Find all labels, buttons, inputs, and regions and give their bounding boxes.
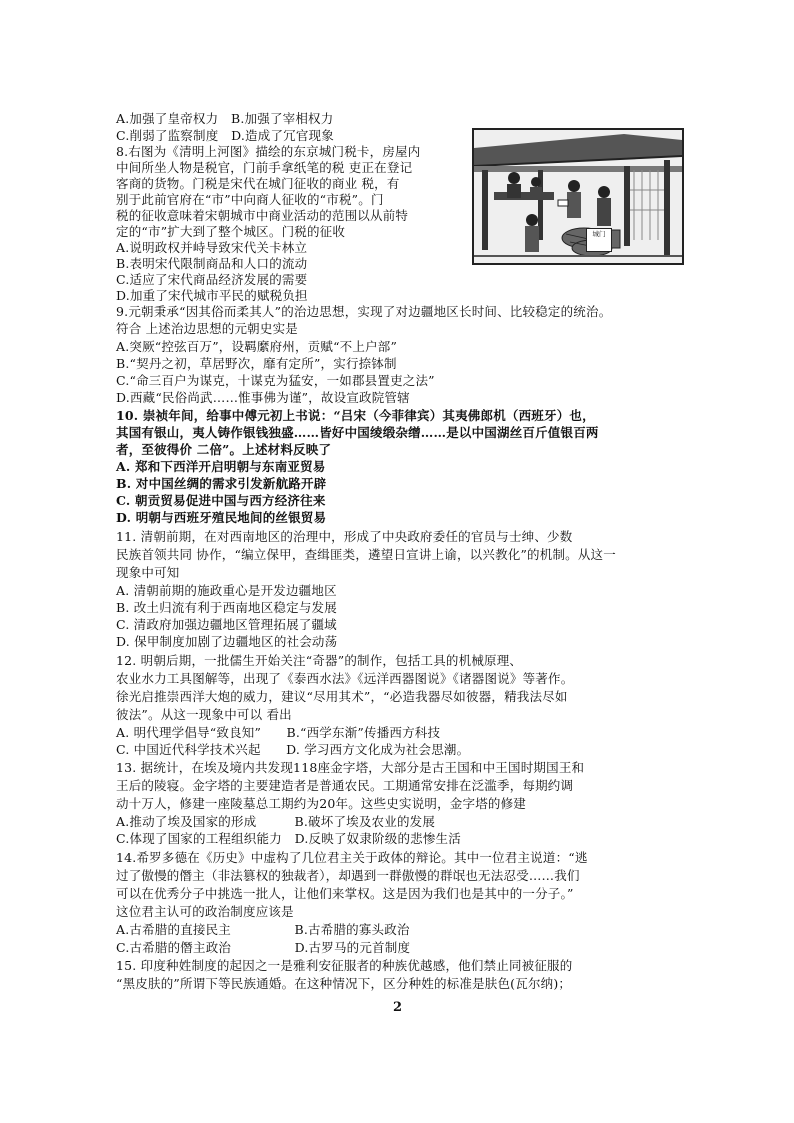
text-line: A.加强了皇帝权力 B.加强了宰相权力	[116, 111, 334, 126]
text-line: C.“命三百户为谋克，十谋克为猛安，一如郡县置吏之法”	[116, 373, 435, 388]
text-line: A.突厥“控弦百万”，设羁縻府州，贡赋“不上户部”	[116, 339, 398, 354]
page-number: 2	[393, 1000, 403, 1015]
text-line: D. 保甲制度加剧了边疆地区的社会动荡	[116, 634, 338, 649]
text-line: 徐光启推崇西洋大炮的威力，建议“尽用其术”，“必造我器尽如彼器，精我法尽如	[116, 689, 568, 704]
text-line: 税的征收意味着宋朝城市中商业活动的范围以从前特	[116, 208, 409, 223]
gate-label-sign: 城门	[586, 228, 612, 252]
text-line: C.古希腊的僭主政治 D.古罗马的元首制度	[116, 940, 411, 955]
text-line: C.适应了宋代商品经济发展的需要	[116, 272, 308, 287]
text-line: 可以在优秀分子中挑选一批人，让他们来掌权。这是因为我们也是其中的一分子。”	[116, 886, 574, 901]
text-line: 过了傲慢的僭主（非法篡权的独裁者），却遇到一群傲慢的群氓也无法忍受……我们	[116, 868, 580, 883]
text-line: C. 朝贡贸易促进中国与西方经济往来	[116, 493, 326, 508]
question-14-stem: 14.希罗多德在《历史》中虚构了几位君主关于政体的辩论。其中一位君主说道：“逃	[116, 850, 588, 865]
question-13-stem: 13. 据统计，在埃及境内共发现118座金字塔，大部分是古王国和中王国时期国王和	[116, 760, 585, 775]
text-line: 王后的陵寝。金字塔的主要建造者是普通农民。工期通常安排在泛滥季，每期约调	[116, 778, 574, 793]
text-line: A.说明政权并峙导致宋代关卡林立	[116, 240, 308, 255]
text-line: B.“契丹之初，草居野次，靡有定所”，实行捺钵制	[116, 356, 397, 371]
text-line: 现象中可知	[116, 565, 180, 580]
question-11-stem: 11. 清朝前期，在对西南地区的治理中，形成了中央政府委任的官员与士绅、少数	[116, 529, 573, 544]
text-line: 这位君主认可的政治制度应该是	[116, 904, 294, 919]
text-line: A.推动了埃及国家的形成 B.破坏了埃及农业的发展	[116, 814, 436, 829]
text-line: 定的“市”扩大到了整个城区。门税的征收	[116, 224, 346, 239]
text-line: 其国有银山，夷人铸作银钱独盛……皆好中国绫缎杂缯……是以中国湖丝百斤值银百两	[116, 425, 599, 440]
text-line: C. 清政府加强边疆地区管理拓展了疆域	[116, 617, 337, 632]
text-line: 8.右图为《清明上河图》描绘的东京城门税卡，房屋内	[116, 144, 421, 159]
text-line: A.古希腊的直接民主 B.古希腊的寡头政治	[116, 922, 410, 937]
question-15-stem: 15. 印度种姓制度的起因之一是雅利安征服者的种族优越感，他们禁止同被征服的	[116, 958, 573, 973]
text-line: B.表明宋代限制商品和人口的流动	[116, 256, 308, 271]
text-line: B. 改土归流有利于西南地区稳定与发展	[116, 600, 337, 615]
text-line: C.削弱了监察制度 D.造成了冗官现象	[116, 128, 334, 143]
question-12-stem: 12. 明朝后期，一批儒生开始关注“奇器”的制作，包括工具的机械原理、	[116, 653, 523, 668]
text-line: 彼法”。从这一现象中可以 看出	[116, 707, 292, 722]
qingming-scroll-figure	[472, 128, 684, 265]
text-line: D.加重了宋代城市平民的赋税负担	[116, 288, 308, 303]
text-line: 动十万人，修建一座陵墓总工期约为20年。这些史实说明，金字塔的修建	[116, 796, 527, 811]
question-10-stem: 10. 崇祯年间，给事中傅元初上书说：“吕宋（今菲律宾）其夷佛郎机（西班牙）也，	[116, 408, 595, 423]
text-line: A. 清朝前期的施政重心是开发边疆地区	[116, 583, 337, 598]
text-line: 农业水力工具图解等，出现了《泰西水法》《远洋西器图说》《诸器图说》等著作。	[116, 671, 574, 686]
text-line: C.体现了国家的工程组织能力 D.反映了奴隶阶级的悲惨生活	[116, 831, 461, 846]
text-line: 中间所坐人物是税官，门前手拿纸笔的税 吏正在登记	[116, 160, 413, 175]
text-line: B. 对中国丝绸的需求引发新航路开辟	[116, 476, 327, 491]
text-line: C. 中国近代科学技术兴起 D. 学习西方文化成为社会思潮。	[116, 742, 470, 757]
text-line: 别于此前官府在“市”中向商人征收的“市税”。门	[116, 192, 384, 207]
text-line: A. 郑和下西洋开启明朝与东南亚贸易	[116, 459, 326, 474]
text-line: D.西藏“民俗尚武……惟事佛为谨”，故设宣政院管辖	[116, 390, 410, 405]
question-9-stem: 9.元朝秉承“因其俗而柔其人”的治边思想，实现了对边疆地区长时间、比较稳定的统治。	[116, 304, 612, 319]
text-line: 民族首领共同 协作，“编立保甲，查缉匪类，遴望日宣讲上谕，以兴教化”的机制。从这一	[116, 547, 616, 562]
text-line: A. 明代理学倡导“致良知” B.“西学东渐”传播西方科技	[116, 725, 441, 740]
text-line: 符合 上述治边思想的元朝史实是	[116, 321, 298, 336]
city-gate-tax-illustration	[474, 130, 682, 263]
text-line: 客商的货物。门税是宋代在城门征收的商业 税，有	[116, 176, 400, 191]
text-line: “黑皮肤的”所谓下等民族通婚。在这种情况下，区分种姓的标准是肤色(瓦尔纳)；	[116, 976, 572, 991]
text-line: 者，至彼得价 二倍”。上述材料反映了	[116, 442, 332, 457]
text-line: D. 明朝与西班牙殖民地间的丝银贸易	[116, 510, 327, 525]
